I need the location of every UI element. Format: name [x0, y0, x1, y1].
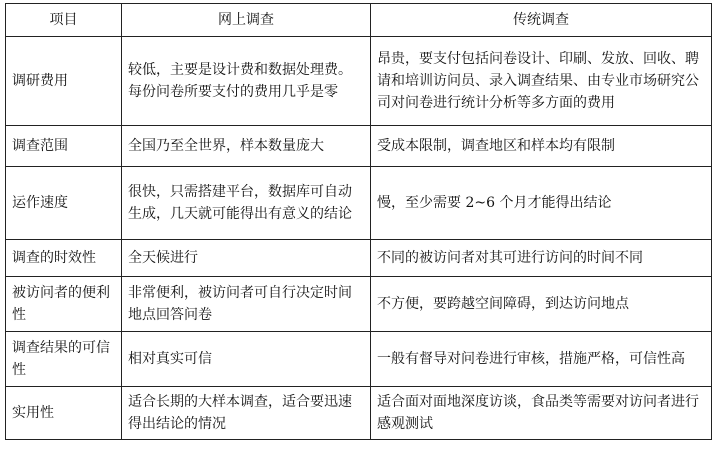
row-item-cell: 调查范围	[6, 126, 122, 167]
row-traditional-cell: 适合面对面地深度访谈，食品类等需要对访问者进行感观测试	[371, 387, 712, 440]
row-online-cell: 全天候进行	[122, 240, 371, 277]
row-online-cell: 相对真实可信	[122, 332, 371, 387]
comparison-table-container	[5, 3, 711, 440]
header-traditional: 传统调查	[371, 4, 712, 37]
header-online: 网上调查	[122, 4, 371, 37]
row-traditional-cell: 不方便，要跨越空间障碍，到达访问地点	[371, 277, 712, 332]
table-row	[6, 332, 712, 387]
row-item-cell: 调研费用	[6, 37, 122, 126]
row-traditional-cell: 慢，至少需要 2~6 个月才能得出结论	[371, 167, 712, 240]
row-online-cell: 很快，只需搭建平台，数据库可自动生成，几天就可能得出有意义的结论	[122, 167, 371, 240]
row-item-cell: 实用性	[6, 387, 122, 440]
row-online-cell: 非常便利，被访问者可自行决定时间地点回答问卷	[122, 277, 371, 332]
row-online-cell: 全国乃至全世界，样本数量庞大	[122, 126, 371, 167]
comparison-table	[5, 3, 712, 440]
table-header-row	[6, 4, 712, 37]
row-online-cell: 适合长期的大样本调查，适合要迅速得出结论的情况	[122, 387, 371, 440]
table-row	[6, 167, 712, 240]
header-item: 项目	[6, 4, 122, 37]
row-traditional-cell: 昂贵，要支付包括问卷设计、印刷、发放、回收、聘请和培训访问员、录入调查结果、由专业市场研究公司对问卷进行统计分析等多方面的费用	[371, 37, 712, 126]
row-online-cell: 较低，主要是设计费和数据处理费。每份问卷所要支付的费用几乎是零	[122, 37, 371, 126]
table-row	[6, 277, 712, 332]
row-traditional-cell: 受成本限制，调查地区和样本均有限制	[371, 126, 712, 167]
row-item-cell: 被访问者的便利性	[6, 277, 122, 332]
row-traditional-cell: 不同的被访问者对其可进行访问的时间不同	[371, 240, 712, 277]
table-row	[6, 126, 712, 167]
row-item-cell: 运作速度	[6, 167, 122, 240]
row-traditional-cell: 一般有督导对问卷进行审核，措施严格，可信性高	[371, 332, 712, 387]
table-row	[6, 37, 712, 126]
table-row	[6, 387, 712, 440]
row-item-cell: 调查结果的可信性	[6, 332, 122, 387]
table-row	[6, 240, 712, 277]
row-item-cell: 调查的时效性	[6, 240, 122, 277]
